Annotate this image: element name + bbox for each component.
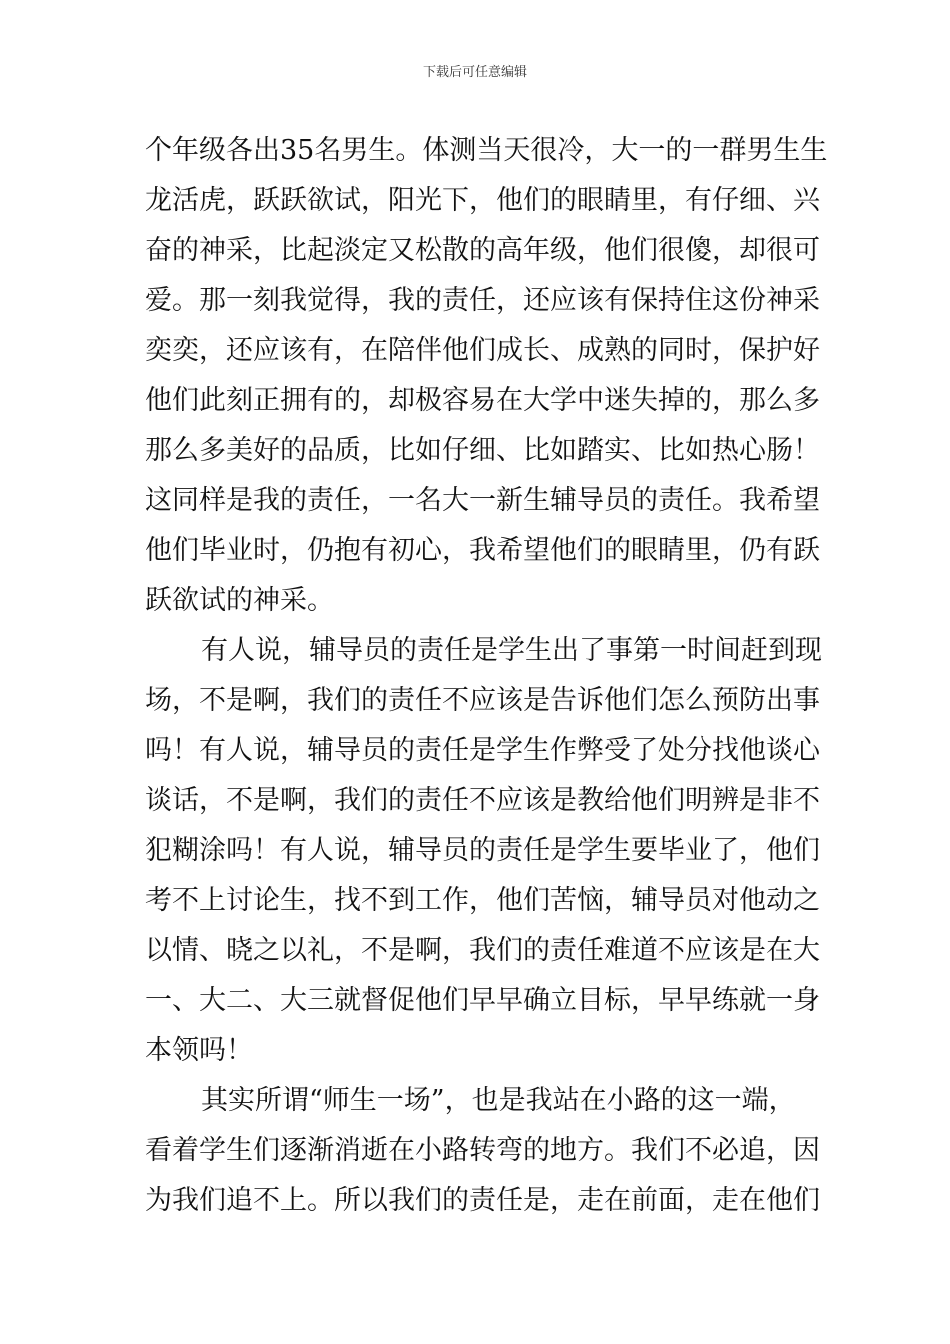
text-line: 这同样是我的责任，一名大一新生辅导员的责任。我希望 <box>145 485 820 516</box>
text-line: 考不上讨论生，找不到工作，他们苦恼，辅导员对他动之 <box>145 885 820 916</box>
document-body <box>145 126 828 1226</box>
paragraph-1 <box>145 126 828 626</box>
text-line: 其实所谓“师生一场”，也是我站在小路的这一端， <box>201 1085 796 1116</box>
text-line: 犯糊涂吗！有人说，辅导员的责任是学生要毕业了，他们 <box>145 835 820 866</box>
text-line: 以情、晓之以礼，不是啊，我们的责任难道不应该是在大 <box>145 935 820 966</box>
paragraph-2 <box>145 626 822 1076</box>
text-line: 他们此刻正拥有的，却极容易在大学中迷失掉的，那么多 <box>145 385 820 416</box>
text-line: 为我们追不上。所以我们的责任是，走在前面，走在他们 <box>145 1185 820 1216</box>
text-line: 他们毕业时，仍抱有初心，我希望他们的眼睛里，仍有跃 <box>145 535 820 566</box>
text-line: 奋的神采，比起淡定又松散的高年级，他们很傻，却很可 <box>145 235 820 266</box>
text-line: 一、大二、大三就督促他们早早确立目标，早早练就一身 <box>145 985 820 1016</box>
text-line: 有人说，辅导员的责任是学生出了事第一时间赶到现 <box>201 635 822 666</box>
text-line: 奕奕，还应该有，在陪伴他们成长、成熟的同时，保护好 <box>145 335 820 366</box>
text-line: 个年级各出35名男生。体测当天很冷，大一的一群男生生 <box>145 135 828 166</box>
text-line: 场，不是啊，我们的责任不应该是告诉他们怎么预防出事 <box>145 685 820 716</box>
paragraph-3 <box>145 1076 820 1226</box>
text-line: 本领吗！ <box>145 1035 253 1066</box>
text-line: 跃欲试的神采。 <box>145 585 334 616</box>
text-line: 看着学生们逐渐消逝在小路转弯的地方。我们不必追，因 <box>145 1135 820 1166</box>
page-header: 下载后可任意编辑 <box>422 65 527 80</box>
text-line: 谈话，不是啊，我们的责任不应该是教给他们明辨是非不 <box>145 785 820 816</box>
text-line: 爱。那一刻我觉得，我的责任，还应该有保持住这份神采 <box>145 285 820 316</box>
text-line: 吗！有人说，辅导员的责任是学生作弊受了处分找他谈心 <box>145 735 820 766</box>
text-line: 龙活虎，跃跃欲试，阳光下，他们的眼睛里，有仔细、兴 <box>145 185 820 216</box>
text-line: 那么多美好的品质，比如仔细、比如踏实、比如热心肠！ <box>145 435 820 466</box>
